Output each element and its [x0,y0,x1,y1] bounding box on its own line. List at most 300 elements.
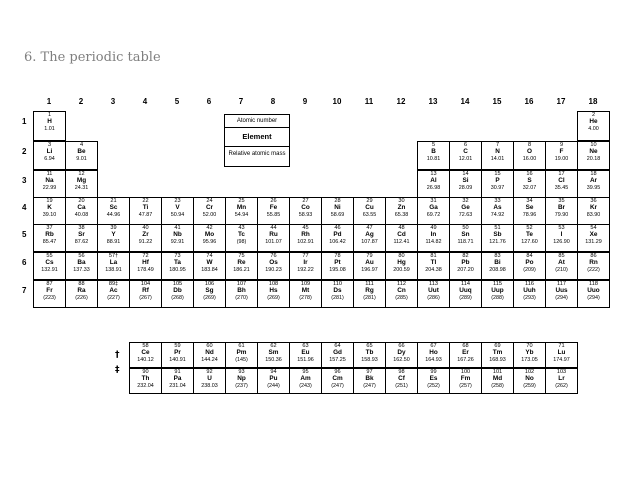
atomic-mass: (244) [267,383,280,389]
atomic-number: 44 [270,225,277,231]
element-symbol: Li [46,148,53,155]
atomic-number: 54 [590,225,597,231]
element-symbol: Ba [77,259,86,266]
element-cell [481,170,514,198]
element-cell [545,342,578,368]
element-symbol: Pb [461,259,470,266]
element-cell [577,252,610,280]
element-symbol: Pu [269,375,278,382]
element-symbol: Lr [558,375,565,382]
atomic-number: 45 [302,225,309,231]
atomic-number: 28 [334,198,341,204]
atomic-number: 59 [174,343,181,349]
element-symbol: Pr [174,349,181,356]
period-number: 6 [22,258,27,267]
atomic-mass: (293) [523,295,536,301]
atomic-number: 19 [46,198,53,204]
atomic-number: 113 [429,281,438,287]
element-symbol: Hf [142,259,149,266]
element-cell [225,342,258,368]
atomic-number: 43 [238,225,245,231]
element-symbol: Pa [173,375,182,382]
element-cell [289,252,322,280]
element-symbol: I [560,231,563,238]
atomic-number: 47 [366,225,373,231]
element-cell [353,280,386,308]
atomic-number: 104 [140,281,151,287]
atomic-number: 22 [142,198,149,204]
atomic-mass: 19.00 [554,156,569,162]
atomic-number: 48 [398,225,405,231]
atomic-number: 81 [430,253,437,259]
lanthanide-marker: † [115,350,120,360]
atomic-mass: 204.38 [425,267,442,273]
element-cell [257,342,290,368]
atomic-mass: 39.95 [586,185,601,191]
group-number: 8 [270,97,276,106]
element-symbol: Br [557,204,566,211]
period-number: 1 [22,117,27,126]
atomic-number: 102 [524,369,535,375]
element-symbol: Yb [525,349,534,356]
atomic-mass: 65.38 [394,212,409,218]
atomic-mass: (269) [267,295,280,301]
element-cell [513,224,546,252]
element-symbol: S [527,177,532,184]
atomic-mass: (247) [331,383,344,389]
group-number: 16 [524,97,534,106]
element-symbol: Te [526,231,533,238]
atomic-mass: (209) [523,267,536,273]
atomic-number: 52 [526,225,533,231]
element-cell [33,280,66,308]
group-number: 13 [428,97,438,106]
atomic-number: 109 [300,281,311,287]
element-cell [417,252,450,280]
group-number: 2 [78,97,84,106]
element-symbol: He [589,118,598,125]
atomic-number: 106 [204,281,215,287]
element-symbol: Uus [555,287,568,294]
element-cell [193,197,226,225]
element-cell [321,224,354,252]
atomic-number: 117 [557,281,566,287]
element-symbol: Db [173,287,182,294]
atomic-mass: (268) [171,295,184,301]
atomic-mass: 69.72 [426,212,441,218]
atomic-number: 16 [526,171,533,177]
element-symbol: Bk [365,375,374,382]
atomic-number: 92 [206,369,213,375]
element-cell [353,197,386,225]
atomic-number: 55 [46,253,53,259]
atomic-mass: 102.91 [297,239,314,245]
element-symbol: Pt [334,259,341,266]
atomic-number: 31 [430,198,437,204]
element-cell [321,252,354,280]
atomic-mass: 132.91 [41,267,58,273]
atomic-number: 75 [238,253,245,259]
group-number: 10 [332,97,342,106]
atomic-number: 71 [558,343,565,349]
element-symbol: Md [492,375,503,382]
element-cell [513,252,546,280]
atomic-mass: 101.07 [265,239,282,245]
atomic-number: 27 [302,198,309,204]
element-symbol: Ac [109,287,118,294]
element-symbol: Ra [77,287,86,294]
atomic-mass: 58.93 [298,212,313,218]
atomic-number: 95 [302,369,309,375]
atomic-number: 65 [366,343,373,349]
atomic-mass: 44.96 [106,212,121,218]
element-symbol: Uup [491,287,504,294]
atomic-number: 14 [462,171,469,177]
atomic-number: 34 [526,198,533,204]
element-symbol: Na [45,177,54,184]
element-cell [577,141,610,170]
atomic-number: 108 [268,281,279,287]
element-cell [65,170,98,198]
element-symbol: Xe [589,231,598,238]
atomic-mass: (281) [363,295,376,301]
atomic-mass: 164.93 [425,357,442,363]
element-cell [353,342,386,368]
period-number: 4 [22,203,27,212]
element-cell [65,224,98,252]
element-cell [193,342,226,368]
atomic-number: 18 [590,171,597,177]
element-symbol: O [527,148,532,155]
atomic-number: 88 [78,281,85,287]
atomic-number: 67 [430,343,437,349]
element-symbol: Be [77,148,86,155]
element-symbol: Y [111,231,116,238]
atomic-mass: 14.01 [490,156,505,162]
atomic-number: 115 [493,281,502,287]
period-number: 7 [22,286,27,295]
element-symbol: Cf [398,375,405,382]
element-cell [513,280,546,308]
legend-key [224,114,290,167]
element-cell [65,197,98,225]
atomic-mass: 30.97 [490,185,505,191]
atomic-mass: 52.00 [202,212,217,218]
group-number: 4 [142,97,148,106]
element-symbol: Cs [45,259,54,266]
element-cell [289,197,322,225]
element-cell [129,280,162,308]
element-cell [353,224,386,252]
element-symbol: Rg [365,287,374,294]
atomic-number: 42 [206,225,213,231]
element-cell [481,368,514,394]
atomic-number: 83 [494,253,501,259]
element-cell [417,368,450,394]
element-cell [577,170,610,198]
element-cell [33,224,66,252]
element-symbol: Se [525,204,534,211]
atomic-number: 78 [334,253,341,259]
atomic-mass: 173.05 [521,357,538,363]
atomic-number: 93 [238,369,245,375]
atomic-mass: 87.62 [74,239,89,245]
atomic-number: 29 [366,198,373,204]
atomic-mass: 196.97 [361,267,378,273]
group-number: 14 [460,97,470,106]
element-cell [193,252,226,280]
element-cell [449,368,482,394]
element-symbol: Sn [461,231,470,238]
atomic-number: 105 [172,281,183,287]
atomic-number: 2 [591,112,596,118]
element-symbol: Uuh [523,287,536,294]
atomic-mass: (222) [587,267,600,273]
atomic-number: 111 [365,281,374,287]
element-symbol: Fm [460,375,471,382]
atomic-mass: 4.00 [588,126,599,132]
atomic-mass: 114.82 [425,239,442,245]
element-symbol: Ar [589,177,598,184]
element-cell [385,280,418,308]
element-symbol: Rh [301,231,310,238]
element-symbol: Uut [428,287,439,294]
element-symbol: C [463,148,468,155]
atomic-mass: 137.33 [73,267,90,273]
element-cell [481,224,514,252]
atomic-mass: 144.24 [201,357,218,363]
atomic-mass: (270) [235,295,248,301]
element-symbol: Hs [269,287,278,294]
atomic-mass: 186.21 [233,267,250,273]
atomic-number: 62 [270,343,277,349]
element-cell [481,252,514,280]
element-cell [417,224,450,252]
element-symbol: Ge [461,204,470,211]
element-symbol: Th [141,375,150,382]
atomic-mass: (210) [555,267,568,273]
element-symbol: K [47,204,52,211]
atomic-number: 35 [558,198,565,204]
atomic-number: 49 [430,225,437,231]
element-cell [545,280,578,308]
atomic-number: 94 [270,369,277,375]
element-cell [33,197,66,225]
element-cell [577,224,610,252]
atomic-mass: (286) [427,295,440,301]
element-symbol: Ta [174,259,181,266]
atomic-mass: 208.98 [489,267,506,273]
atomic-mass: 9.01 [76,156,87,162]
element-cell [385,368,418,394]
atomic-number: 53 [558,225,565,231]
element-cell [225,197,258,225]
atomic-number: 68 [462,343,469,349]
element-cell [449,224,482,252]
atomic-mass: 127.60 [521,239,538,245]
atomic-number: 5 [431,142,436,148]
element-cell [513,342,546,368]
atomic-mass: 232.04 [137,383,154,389]
atomic-number: 61 [238,343,245,349]
element-cell [257,197,290,225]
element-cell [97,224,130,252]
element-cell [417,170,450,198]
atomic-number: 112 [397,281,406,287]
element-symbol: Os [269,259,278,266]
element-cell [417,280,450,308]
atomic-number: 50 [462,225,469,231]
atomic-mass: 78.96 [522,212,537,218]
atomic-number: 40 [142,225,149,231]
group-number: 1 [46,97,52,106]
atomic-mass: 162.50 [393,357,410,363]
element-cell [161,342,194,368]
element-cell [193,280,226,308]
element-symbol: Sg [205,287,214,294]
atomic-number: 89‡ [108,281,119,287]
atomic-number: 76 [270,253,277,259]
element-symbol: Dy [397,349,406,356]
atomic-mass: (237) [235,383,248,389]
group-number: 6 [206,97,212,106]
atomic-number: 1 [47,112,52,118]
element-cell [33,141,66,170]
element-symbol: Tc [238,231,245,238]
atomic-mass: 22.99 [42,185,57,191]
element-symbol: Zr [142,231,149,238]
element-symbol: N [495,148,500,155]
atomic-number: 24 [206,198,213,204]
atomic-number: 10 [590,142,597,148]
atomic-number: 64 [334,343,341,349]
atomic-mass: 157.25 [329,357,346,363]
atomic-number: 97 [366,369,373,375]
atomic-number: 51 [494,225,501,231]
atomic-mass: 10.81 [426,156,441,162]
atomic-mass: 91.22 [138,239,153,245]
element-cell [289,368,322,394]
element-symbol: Nb [173,231,182,238]
element-symbol: Ne [589,148,598,155]
atomic-number: 73 [174,253,181,259]
element-symbol: W [206,259,213,266]
element-symbol: Rb [45,231,54,238]
element-symbol: Np [237,375,246,382]
element-cell [289,224,322,252]
element-cell [417,141,450,170]
atomic-number: 17 [558,171,565,177]
element-symbol: Kr [589,204,598,211]
group-number: 9 [302,97,308,106]
atomic-number: 87 [46,281,53,287]
element-cell [481,141,514,170]
element-cell [449,197,482,225]
atomic-number: 23 [174,198,181,204]
element-cell [65,280,98,308]
element-cell [385,252,418,280]
element-symbol: Pm [236,349,247,356]
atomic-number: 30 [398,198,405,204]
group-number: 12 [396,97,406,106]
period-number: 3 [22,176,27,185]
element-cell [481,197,514,225]
element-cell [385,224,418,252]
atomic-mass: 12.01 [458,156,473,162]
atomic-number: 26 [270,198,277,204]
atomic-number: 99 [430,369,437,375]
element-symbol: H [47,118,52,125]
atomic-number: 32 [462,198,469,204]
atomic-mass: (269) [203,295,216,301]
atomic-mass: 231.04 [169,383,186,389]
atomic-number: 96 [334,369,341,375]
element-symbol: Ce [141,349,150,356]
atomic-number: 100 [460,369,471,375]
element-cell [481,280,514,308]
element-symbol: Sb [493,231,502,238]
atomic-mass: 83.90 [586,212,601,218]
atomic-mass: 88.91 [106,239,121,245]
element-symbol: F [559,148,564,155]
group-number: 11 [364,97,374,106]
element-symbol: Hg [397,259,406,266]
atomic-mass: 178.49 [137,267,154,273]
element-symbol: B [431,148,436,155]
atomic-mass: 174.97 [553,357,570,363]
group-number: 5 [174,97,180,106]
element-cell [545,141,578,170]
atomic-number: 8 [527,142,532,148]
atomic-mass: (243) [299,383,312,389]
atomic-mass: (226) [75,295,88,301]
atomic-mass: 32.07 [522,185,537,191]
atomic-number: 77 [302,253,309,259]
atomic-number: 90 [142,369,149,375]
element-cell [353,368,386,394]
atomic-mass: 74.92 [490,212,505,218]
atomic-mass: 207.20 [457,267,474,273]
element-cell [97,280,130,308]
element-cell [449,280,482,308]
element-symbol: Uuq [459,287,472,294]
element-cell [161,368,194,394]
atomic-number: 33 [494,198,501,204]
atomic-number: 82 [462,253,469,259]
element-cell [193,368,226,394]
atomic-number: 103 [556,369,567,375]
element-symbol: Bh [237,287,246,294]
atomic-number: 69 [494,343,501,349]
atomic-mass: 47.87 [138,212,153,218]
atomic-number: 91 [174,369,181,375]
element-symbol: Au [365,259,374,266]
element-cell [545,197,578,225]
element-symbol: Zn [397,204,406,211]
atomic-mass: 195.08 [329,267,346,273]
element-cell [129,224,162,252]
atomic-number: 21 [110,198,117,204]
element-cell [225,368,258,394]
element-symbol: Uuo [587,287,600,294]
element-cell [33,111,66,141]
atomic-mass: 121.76 [489,239,506,245]
element-cell [353,252,386,280]
element-cell [161,280,194,308]
atomic-mass: 118.71 [457,239,474,245]
element-symbol: Tl [430,259,437,266]
element-symbol: Ca [77,204,86,211]
